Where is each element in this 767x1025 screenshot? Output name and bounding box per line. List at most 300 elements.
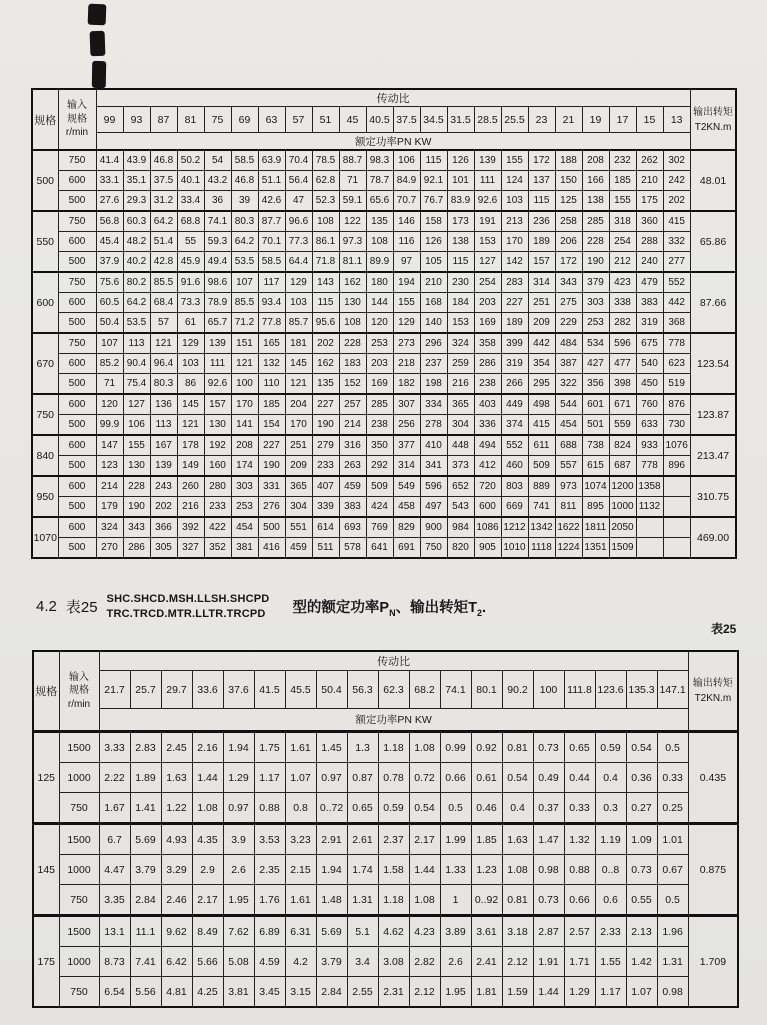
power-value-cell: 552 <box>501 435 528 456</box>
power-value-cell: 113 <box>150 415 177 436</box>
power-value-cell: 45.9 <box>177 252 204 273</box>
table-row <box>32 394 736 415</box>
ratio-value-header: 99 <box>96 107 123 133</box>
power-value-cell: 1.18 <box>378 732 409 763</box>
power-value-cell: 97 <box>393 252 420 273</box>
power-value-cell: 162 <box>339 272 366 293</box>
power-value-cell: 876 <box>663 394 690 415</box>
power-value-cell: 238 <box>366 415 393 436</box>
power-value-cell: 1.94 <box>223 732 254 763</box>
power-value-cell: 286 <box>474 354 501 374</box>
power-value-cell: 0.33 <box>657 763 688 793</box>
power-value-cell: 0.97 <box>316 763 347 793</box>
rpm-cell: 600 <box>58 171 96 191</box>
ratio-value-header: 123.6 <box>595 671 626 709</box>
power-value-cell: 498 <box>528 394 555 415</box>
power-value-cell: 381 <box>231 538 258 559</box>
table-row <box>32 252 736 273</box>
power-value-cell: 3.45 <box>254 977 285 1008</box>
table-row <box>33 916 738 947</box>
power-value-cell: 124 <box>501 171 528 191</box>
power-value-cell: 204 <box>285 394 312 415</box>
power-value-cell: 1086 <box>474 517 501 538</box>
ratio-value-header: 34.5 <box>420 107 447 133</box>
power-value-cell: 228 <box>123 476 150 497</box>
power-value-cell: 81.1 <box>339 252 366 273</box>
power-value-cell: 90.4 <box>123 354 150 374</box>
ratio-value-header: 37.5 <box>393 107 420 133</box>
power-value-cell: 303 <box>582 293 609 313</box>
power-value-cell: 270 <box>96 538 123 559</box>
power-value-cell: 0.54 <box>502 763 533 793</box>
power-value-cell: 202 <box>663 191 690 212</box>
power-value-cell: 2.6 <box>223 855 254 885</box>
rpm-cell: 1500 <box>59 824 99 855</box>
power-value-cell: 341 <box>420 456 447 477</box>
power-value-cell: 427 <box>582 354 609 374</box>
power-value-cell: 175 <box>636 191 663 212</box>
caption-description <box>292 596 486 618</box>
power-value-cell: 237 <box>420 354 447 374</box>
table-row <box>32 497 736 518</box>
power-value-cell: 36 <box>204 191 231 212</box>
power-value-cell: 460 <box>501 456 528 477</box>
power-value-cell: 1200 <box>609 476 636 497</box>
power-value-cell: 4.62 <box>378 916 409 947</box>
power-value-cell <box>663 517 690 538</box>
model-list <box>107 592 270 622</box>
spec-header: 规格 <box>33 651 59 732</box>
power-value-cell: 324 <box>96 517 123 538</box>
power-value-cell: 116 <box>393 232 420 252</box>
power-value-cell: 150 <box>555 171 582 191</box>
power-value-cell: 285 <box>582 211 609 232</box>
power-value-cell: 168 <box>420 293 447 313</box>
power-value-cell: 1342 <box>528 517 555 538</box>
power-value-cell: 1076 <box>663 435 690 456</box>
power-value-cell: 86 <box>177 374 204 395</box>
power-value-cell: 458 <box>393 497 420 518</box>
power-value-cell: 230 <box>447 272 474 293</box>
power-value-cell: 139 <box>150 456 177 477</box>
power-value-cell: 71 <box>96 374 123 395</box>
power-value-cell: 0.6 <box>595 885 626 916</box>
rpm-cell: 600 <box>58 435 96 456</box>
power-value-cell: 324 <box>447 333 474 354</box>
power-table-2 <box>32 650 739 1008</box>
power-value-cell: 0.36 <box>626 763 657 793</box>
power-value-cell: 450 <box>636 374 663 395</box>
power-value-cell: 1.23 <box>471 855 502 885</box>
power-value-cell: 1.17 <box>254 763 285 793</box>
power-value-cell: 675 <box>636 333 663 354</box>
power-value-cell: 68.4 <box>150 293 177 313</box>
power-value-cell: 117 <box>258 272 285 293</box>
power-value-cell: 80.3 <box>150 374 177 395</box>
torque-cell: 48.01 <box>690 150 736 211</box>
power-value-cell: 93.4 <box>258 293 285 313</box>
power-value-cell: 232 <box>609 150 636 171</box>
power-value-cell: 1.55 <box>595 947 626 977</box>
power-value-cell: 73.3 <box>177 293 204 313</box>
power-value-cell: 4.25 <box>192 977 223 1008</box>
power-value-cell: 206 <box>555 232 582 252</box>
power-value-cell: 5.69 <box>316 916 347 947</box>
power-value-cell: 652 <box>447 476 474 497</box>
power-value-cell: 1.63 <box>502 824 533 855</box>
power-value-cell: 202 <box>150 497 177 518</box>
table-row <box>32 456 736 477</box>
power-value-cell: 1.61 <box>285 732 316 763</box>
power-value-cell: 1811 <box>582 517 609 538</box>
power-value-cell: 534 <box>582 333 609 354</box>
power-value-cell: 216 <box>177 497 204 518</box>
power-value-cell: 366 <box>150 517 177 538</box>
power-value-cell: 1.18 <box>378 885 409 916</box>
power-value-cell: 2.17 <box>192 885 223 916</box>
power-value-cell: 1.63 <box>161 763 192 793</box>
rpm-cell: 500 <box>58 456 96 477</box>
power-value-cell: 442 <box>663 293 690 313</box>
power-value-cell: 52.3 <box>312 191 339 212</box>
power-value-cell: 75.4 <box>123 374 150 395</box>
power-value-cell: 1351 <box>582 538 609 559</box>
power-value-cell: 188 <box>555 150 582 171</box>
ratio-value-header: 63 <box>258 107 285 133</box>
power-value-cell: 2.16 <box>192 732 223 763</box>
power-value-cell: 1212 <box>501 517 528 538</box>
power-value-cell: 1.59 <box>502 977 533 1008</box>
power-value-cell: 373 <box>447 456 474 477</box>
power-value-cell: 1.58 <box>378 855 409 885</box>
ratio-value-header: 21.7 <box>99 671 130 709</box>
power-value-cell: 37.5 <box>150 171 177 191</box>
power-value-cell: 75.6 <box>96 272 123 293</box>
rpm-cell: 600 <box>58 293 96 313</box>
power-value-cell: 77.8 <box>258 313 285 334</box>
caption-subscript: N <box>389 607 396 618</box>
power-value-cell: 1.42 <box>626 947 657 977</box>
power-value-cell: 41.4 <box>96 150 123 171</box>
power-value-cell: 46.8 <box>231 171 258 191</box>
power-value-cell: 65.6 <box>366 191 393 212</box>
power-value-cell: 278 <box>420 415 447 436</box>
power-value-cell: 92.6 <box>474 191 501 212</box>
ratio-value-header: 80.1 <box>471 671 502 709</box>
power-value-cell: 243 <box>150 476 177 497</box>
power-value-cell: 203 <box>474 293 501 313</box>
power-value-cell: 96.6 <box>285 211 312 232</box>
table-row <box>33 885 738 916</box>
power-value-cell: 3.81 <box>223 977 254 1008</box>
power-value-cell: 257 <box>339 394 366 415</box>
power-value-cell: 1010 <box>501 538 528 559</box>
power-value-cell: 0.61 <box>471 763 502 793</box>
power-value-cell: 190 <box>258 456 285 477</box>
power-value-cell: 210 <box>636 171 663 191</box>
power-value-cell: 424 <box>366 497 393 518</box>
power-value-cell: 365 <box>285 476 312 497</box>
power-value-cell: 185 <box>258 394 285 415</box>
power-value-cell: 53.5 <box>231 252 258 273</box>
power-value-cell: 302 <box>663 150 690 171</box>
ratio-value-header: 75 <box>204 107 231 133</box>
rated-power-header: 额定功率PN KW <box>96 133 690 151</box>
power-value-cell: 56.8 <box>96 211 123 232</box>
power-value-cell: 611 <box>528 435 555 456</box>
section-number: 4.2 <box>36 598 57 616</box>
caption-subscript: 2 <box>476 607 482 618</box>
power-value-cell: 1.44 <box>192 763 223 793</box>
power-value-cell: 254 <box>474 272 501 293</box>
section-caption <box>36 592 486 622</box>
spec-cell: 950 <box>32 476 58 517</box>
power-value-cell: 251 <box>528 293 555 313</box>
power-value-cell: 140 <box>420 313 447 334</box>
power-value-cell: 1.32 <box>564 824 595 855</box>
power-value-cell: 58.5 <box>258 252 285 273</box>
power-value-cell: 240 <box>636 252 663 273</box>
table-row <box>33 855 738 885</box>
power-value-cell: 43.2 <box>204 171 231 191</box>
power-value-cell: 0.81 <box>502 732 533 763</box>
caption-text: 、输出转矩T <box>395 599 477 616</box>
power-value-cell: 316 <box>339 435 366 456</box>
rpm-cell: 500 <box>58 374 96 395</box>
ratio-value-header: 31.5 <box>447 107 474 133</box>
power-value-cell: 95.6 <box>312 313 339 334</box>
power-value-cell: 33.1 <box>96 171 123 191</box>
power-value-cell: 750 <box>420 538 447 559</box>
power-value-cell: 356 <box>582 374 609 395</box>
power-value-cell: 136 <box>150 394 177 415</box>
power-value-cell: 905 <box>474 538 501 559</box>
ratio-value-header: 29.7 <box>161 671 192 709</box>
table-row <box>33 763 738 793</box>
power-value-cell: 1.85 <box>471 824 502 855</box>
power-value-cell: 123 <box>96 456 123 477</box>
power-value-cell: 275 <box>555 293 582 313</box>
power-value-cell: 319 <box>501 354 528 374</box>
power-value-cell: 210 <box>420 272 447 293</box>
power-value-cell: 5.69 <box>130 824 161 855</box>
ratio-value-header: 68.2 <box>409 671 440 709</box>
power-value-cell: 1.29 <box>564 977 595 1008</box>
power-value-cell: 2.37 <box>378 824 409 855</box>
power-value-cell: 108 <box>312 211 339 232</box>
power-value-cell: 0.99 <box>440 732 471 763</box>
power-value-cell: 1.33 <box>440 855 471 885</box>
power-value-cell: 262 <box>636 150 663 171</box>
ratio-value-header: 17 <box>609 107 636 133</box>
power-value-cell: 1074 <box>582 476 609 497</box>
power-value-cell: 3.61 <box>471 916 502 947</box>
power-value-cell: 65.7 <box>204 313 231 334</box>
table-number-label: 表25 <box>711 622 737 636</box>
power-value-cell: 137 <box>528 171 555 191</box>
table-row <box>32 150 736 171</box>
power-value-cell: 253 <box>582 313 609 334</box>
output-torque-header <box>690 89 736 150</box>
power-value-cell: 78.9 <box>204 293 231 313</box>
power-value-cell: 115 <box>528 191 555 212</box>
ratio-value-header: 90.2 <box>502 671 533 709</box>
power-value-cell: 1.08 <box>409 732 440 763</box>
power-value-cell: 181 <box>285 333 312 354</box>
power-value-cell: 687 <box>609 456 636 477</box>
power-value-cell: 296 <box>420 333 447 354</box>
power-value-cell: 213 <box>501 211 528 232</box>
power-value-cell: 379 <box>582 272 609 293</box>
power-value-cell: 0.92 <box>471 732 502 763</box>
power-value-cell: 7.41 <box>130 947 161 977</box>
torque-cell: 123.54 <box>690 333 736 394</box>
power-value-cell: 9.62 <box>161 916 192 947</box>
power-value-cell: 130 <box>123 456 150 477</box>
output-torque-header-line: T2KN.m <box>694 693 732 704</box>
power-value-cell: 170 <box>285 415 312 436</box>
power-value-cell: 314 <box>393 456 420 477</box>
power-value-cell: 2.91 <box>316 824 347 855</box>
power-value-cell: 152 <box>339 374 366 395</box>
power-value-cell: 2.84 <box>316 977 347 1008</box>
power-value-cell: 519 <box>663 374 690 395</box>
power-value-cell: 803 <box>501 476 528 497</box>
power-value-cell: 209 <box>285 456 312 477</box>
power-value-cell: 0.73 <box>533 732 564 763</box>
power-value-cell: 5.1 <box>347 916 378 947</box>
power-value-cell: 103 <box>177 354 204 374</box>
power-value-cell: 214 <box>96 476 123 497</box>
power-value-cell: 64.2 <box>123 293 150 313</box>
power-value-cell: 549 <box>393 476 420 497</box>
power-value-cell: 0.98 <box>533 855 564 885</box>
power-value-cell: 64.4 <box>285 252 312 273</box>
power-value-cell: 3.35 <box>99 885 130 916</box>
power-value-cell: 259 <box>447 354 474 374</box>
power-value-cell: 51.4 <box>150 232 177 252</box>
power-value-cell: 190 <box>123 497 150 518</box>
power-value-cell: 170 <box>231 394 258 415</box>
power-value-cell: 141 <box>231 415 258 436</box>
rpm-cell: 1000 <box>59 947 99 977</box>
power-value-cell: 54 <box>204 150 231 171</box>
torque-cell: 0.875 <box>688 824 738 916</box>
power-value-cell: 1.19 <box>595 824 626 855</box>
power-value-cell: 331 <box>258 476 285 497</box>
power-value-cell: 0.59 <box>595 732 626 763</box>
power-value-cell: 266 <box>501 374 528 395</box>
table-row <box>32 333 736 354</box>
power-value-cell: 60.3 <box>123 211 150 232</box>
power-value-cell: 173 <box>447 211 474 232</box>
power-value-cell: 192 <box>204 435 231 456</box>
power-value-cell: 829 <box>393 517 420 538</box>
power-value-cell: 70.7 <box>393 191 420 212</box>
power-value-cell: 360 <box>636 211 663 232</box>
power-value-cell: 153 <box>474 232 501 252</box>
spec-cell: 600 <box>32 272 58 333</box>
rpm-cell: 1500 <box>59 732 99 763</box>
rpm-cell: 1000 <box>59 763 99 793</box>
output-torque-header-line: 输出转矩 <box>692 678 733 689</box>
power-value-cell: 103 <box>501 191 528 212</box>
power-value-cell: 307 <box>393 394 420 415</box>
power-value-cell: 2.17 <box>409 824 440 855</box>
power-value-cell: 0.87 <box>347 763 378 793</box>
power-value-cell: 50.2 <box>177 150 204 171</box>
power-value-cell: 50.4 <box>96 313 123 334</box>
power-value-cell: 31.2 <box>150 191 177 212</box>
power-value-cell: 212 <box>609 252 636 273</box>
power-value-cell: 185 <box>609 171 636 191</box>
input-spec-header-line: 规格 <box>67 113 87 125</box>
power-value-cell: 111 <box>474 171 501 191</box>
power-value-cell: 3.33 <box>99 732 130 763</box>
rpm-cell: 750 <box>59 793 99 824</box>
power-value-cell: 40.2 <box>123 252 150 273</box>
power-value-cell: 484 <box>555 333 582 354</box>
rpm-cell: 750 <box>59 977 99 1008</box>
table-row <box>32 191 736 212</box>
power-value-cell: 339 <box>312 497 339 518</box>
power-value-cell: 91.6 <box>177 272 204 293</box>
power-value-cell: 2.6 <box>440 947 471 977</box>
ratio-value-header: 45 <box>339 107 366 133</box>
power-value-cell: 282 <box>609 313 636 334</box>
power-value-cell: 2.12 <box>409 977 440 1008</box>
power-value-cell: 557 <box>555 456 582 477</box>
power-value-cell: 80.2 <box>123 272 150 293</box>
power-value-cell: 126 <box>420 232 447 252</box>
power-value-cell: 0.27 <box>626 793 657 824</box>
power-value-cell: 83.9 <box>447 191 474 212</box>
power-value-cell: 0.5 <box>440 793 471 824</box>
power-value-cell: 1358 <box>636 476 663 497</box>
power-value-cell: 497 <box>420 497 447 518</box>
spec-cell: 750 <box>32 394 58 435</box>
ratio-value-header: 33.6 <box>192 671 223 709</box>
power-value-cell: 292 <box>366 456 393 477</box>
power-value-cell: 258 <box>555 211 582 232</box>
power-value-cell: 99.9 <box>96 415 123 436</box>
power-value-cell: 253 <box>366 333 393 354</box>
power-value-cell: 162 <box>312 354 339 374</box>
power-value-cell: 1.3 <box>347 732 378 763</box>
input-spec-header <box>58 89 96 150</box>
power-value-cell: 3.08 <box>378 947 409 977</box>
power-value-cell: 154 <box>258 415 285 436</box>
rpm-cell: 500 <box>58 538 96 559</box>
power-value-cell: 92.6 <box>204 374 231 395</box>
power-value-cell: 559 <box>609 415 636 436</box>
power-value-cell: 0.44 <box>564 763 595 793</box>
power-value-cell: 189 <box>528 232 555 252</box>
power-value-cell: 614 <box>312 517 339 538</box>
power-value-cell: 113 <box>123 333 150 354</box>
power-value-cell: 760 <box>636 394 663 415</box>
power-value-cell: 0.5 <box>657 732 688 763</box>
power-value-cell: 2.83 <box>130 732 161 763</box>
power-value-cell: 4.93 <box>161 824 192 855</box>
power-value-cell: 1.71 <box>564 947 595 977</box>
caption-text: . <box>481 599 487 616</box>
power-value-cell: 84.9 <box>393 171 420 191</box>
ratio-value-header: 87 <box>150 107 177 133</box>
power-value-cell: 78.5 <box>312 150 339 171</box>
power-value-cell: 0.72 <box>409 763 440 793</box>
power-value-cell: 166 <box>582 171 609 191</box>
